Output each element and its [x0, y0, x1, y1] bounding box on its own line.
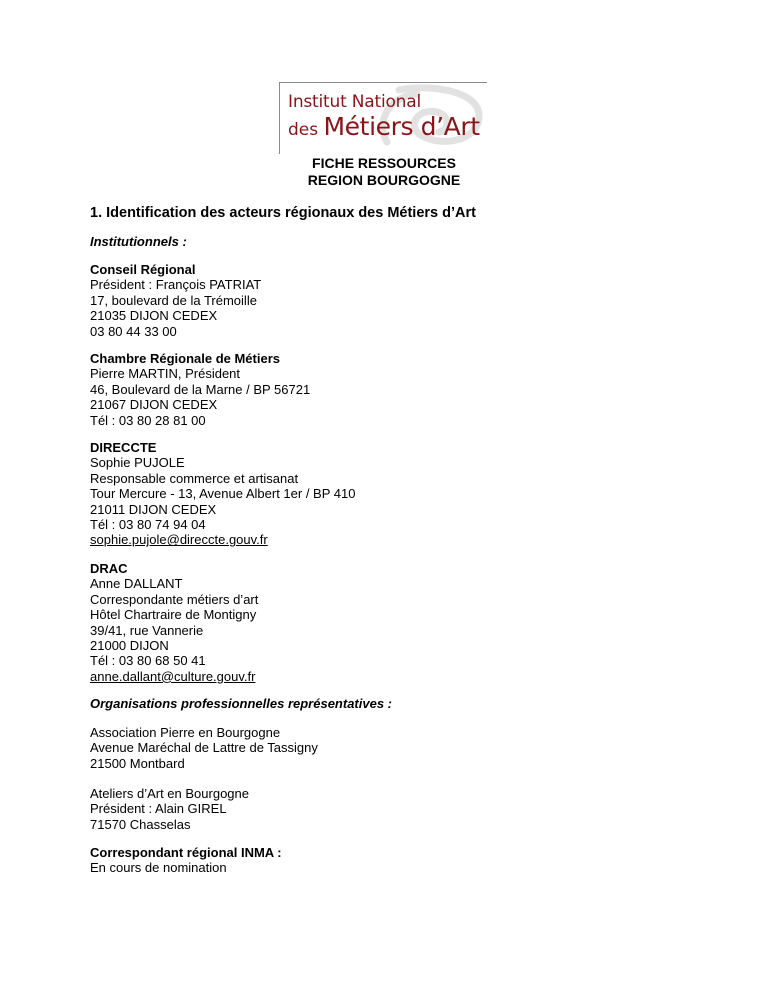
logo-line-1: Institut National [288, 92, 421, 112]
pierre-line: 21500 Montbard [90, 755, 185, 771]
drac-line: Tél : 03 80 68 50 41 [90, 653, 206, 669]
pierre-line: Avenue Maréchal de Lattre de Tassigny [90, 740, 318, 756]
direccte-line: Tél : 03 80 74 94 04 [90, 516, 206, 532]
logo-line-2-prefix: des [288, 120, 319, 140]
correspondant-block [90, 845, 282, 876]
drac-line: Hôtel Chartraire de Montigny [90, 607, 257, 623]
drac-line: 21000 DIJON [90, 637, 169, 653]
direccte-line: Sophie PUJOLE [90, 455, 185, 471]
logo-line-2-main: Métiers d’Art [323, 112, 480, 141]
drac-line: Correspondante métiers d’art [90, 591, 259, 607]
heading-line-2: REGION BOURGOGNE [307, 172, 461, 188]
direccte-email-link[interactable]: sophie.pujole@direccte.gouv.fr [90, 532, 268, 548]
drac-email-link[interactable]: anne.dallant@culture.gouv.fr [90, 668, 256, 684]
direccte-line: 21011 DIJON CEDEX [90, 501, 217, 517]
ateliers-line: 71570 Chasselas [90, 816, 191, 832]
ateliers-line: Président : Alain GIREL [90, 801, 227, 817]
conseil-line: Président : François PATRIAT [90, 277, 262, 293]
drac-name: DRAC [90, 561, 128, 576]
drac-line: 39/41, rue Vannerie [90, 622, 204, 638]
organisations-label: Organisations professionnelles représentatives : [90, 696, 392, 711]
ateliers-block [90, 786, 249, 832]
chambre-line: 21067 DIJON CEDEX [90, 397, 218, 413]
chambre-name: Chambre Régionale de Métiers [90, 351, 280, 366]
conseil-name: Conseil Régional [90, 262, 196, 277]
institutionnels-label: Institutionnels : [90, 234, 187, 249]
direccte-block [90, 440, 355, 548]
inma-logo [279, 82, 487, 154]
direccte-name: DIRECCTE [90, 440, 157, 455]
ateliers-line: Ateliers d’Art en Bourgogne [90, 786, 249, 801]
section-title: 1. Identification des acteurs régionaux des Métiers d’Art [90, 205, 476, 221]
heading-line-1: FICHE RESSOURCES [312, 155, 456, 171]
conseil-line: 17, boulevard de la Trémoille [90, 292, 257, 308]
conseil-line: 03 80 44 33 00 [90, 323, 177, 339]
conseil-regional-block [90, 262, 261, 339]
chambre-line: Tél : 03 80 28 81 00 [90, 412, 206, 428]
correspondant-label: Correspondant régional INMA : [90, 845, 282, 860]
pierre-line: Association Pierre en Bourgogne [90, 725, 281, 740]
pierre-bourgogne-block [90, 725, 318, 771]
logo-line-2 [288, 112, 480, 141]
organisations-label-block [90, 696, 392, 711]
conseil-line: 21035 DIJON CEDEX [90, 308, 218, 324]
correspondant-value: En cours de nomination [90, 860, 227, 876]
direccte-line: Responsable commerce et artisanat [90, 470, 299, 486]
chambre-line: 46, Boulevard de la Marne / BP 56721 [90, 381, 311, 397]
chambre-block [90, 351, 310, 428]
direccte-line: Tour Mercure - 13, Avenue Albert 1er / BP 410 [90, 486, 356, 502]
chambre-line: Pierre MARTIN, Président [90, 366, 241, 382]
institutionnels-label-block [90, 234, 187, 249]
drac-line: Anne DALLANT [90, 576, 183, 592]
drac-block [90, 561, 258, 684]
